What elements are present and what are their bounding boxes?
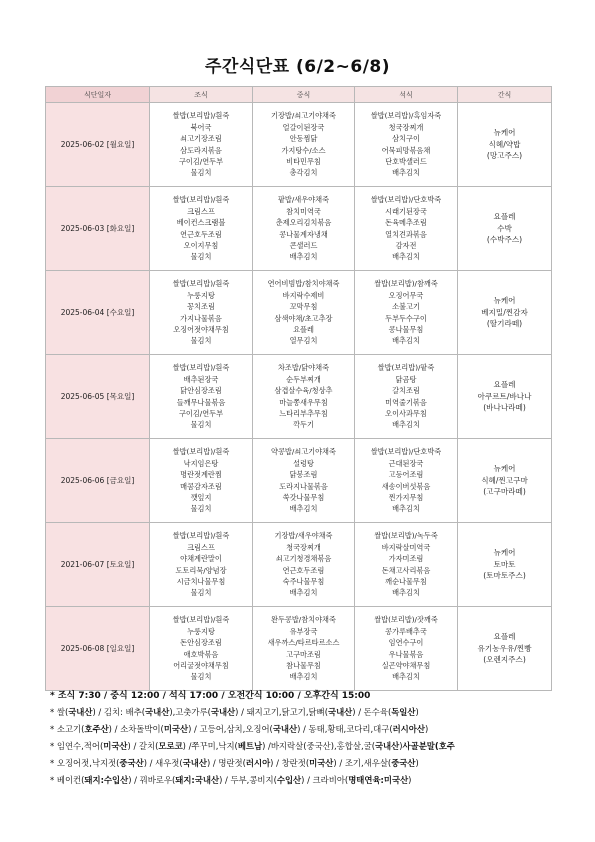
snack-cell	[458, 187, 552, 271]
menu-item: 유부장국	[289, 626, 318, 636]
date-cell: 2025-06-06 [금요일]	[46, 439, 150, 523]
menu-item: 콩나물계자냉채	[279, 229, 328, 239]
menu-item: 누룽지탕	[187, 626, 215, 636]
snack-cell	[458, 103, 552, 187]
header-snack: 간식	[458, 87, 552, 103]
origin-country: 국내산	[210, 707, 236, 717]
menu-item: 비타민무침	[286, 156, 321, 166]
date-cell: 2021-06-07 [토요일]	[46, 523, 150, 607]
menu-item: 참나물무침	[286, 660, 321, 670]
origin-text: ) / 두부,콩비지(	[219, 775, 277, 785]
menu-item: 깻잎지	[190, 492, 212, 502]
origin-country: 수입산	[276, 775, 302, 785]
menu-item: 뉴케어	[493, 548, 516, 558]
lunch-cell	[253, 523, 355, 607]
breakfast-cell	[150, 271, 253, 355]
origin-text: ) / 김치: 배추(	[92, 707, 146, 717]
breakfast-cell	[150, 607, 253, 691]
menu-item: 들깨무나물볶음	[176, 397, 226, 407]
origin-country: 돼지:수입산	[84, 775, 129, 785]
meal-schedule: * 조식 7:30 / 중식 12:00 / 석식 17:00 / 오전간식 10:00 / 오후간식 15:00	[50, 691, 371, 701]
origin-country: 미국산	[103, 741, 128, 751]
origin-country: 국내산	[182, 758, 207, 768]
lunch-cell	[253, 187, 355, 271]
menu-item: 오이지무침	[183, 240, 219, 250]
menu-item: 유기농우유/찐빵	[477, 643, 532, 653]
breakfast-cell	[150, 439, 253, 523]
menu-item: (망고주스)	[486, 151, 523, 161]
table-body	[46, 103, 552, 691]
menu-item: 쌀밥(보리밥)/흰죽	[172, 531, 230, 541]
menu-item: 새송이버섯볶음	[381, 481, 431, 491]
menu-item: 식혜/찐고구마	[481, 475, 528, 485]
breakfast-cell	[150, 355, 253, 439]
origin-line	[50, 755, 550, 772]
menu-item: 감자전	[395, 240, 417, 250]
menu-item: 쌀밥(보리밥)/흰죽	[172, 279, 230, 289]
origin-text: ) / 갈치(	[127, 741, 159, 751]
menu-item: 기장밥/새우야채죽	[274, 531, 333, 541]
origin-line	[50, 738, 550, 755]
menu-item: 쌀밥(보리밥)/흑임자죽	[370, 111, 442, 121]
menu-item: 물김치	[190, 252, 212, 262]
origin-text: ) /쭈꾸미,낙지(	[182, 741, 238, 751]
lunch-cell	[253, 439, 355, 523]
breakfast-cell	[150, 103, 253, 187]
origin-country: 미국산	[309, 758, 334, 768]
lunch-cell	[253, 355, 355, 439]
menu-item: 뉴케어	[493, 128, 516, 138]
menu-item: 새우까스/타르타르소스	[267, 638, 340, 648]
menu-item: 마늘쫑새우무침	[279, 397, 328, 407]
menu-item: 쌀밥(보리밥)/흰죽	[172, 195, 230, 205]
menu-item: 고등어조림	[388, 470, 424, 480]
origin-text: ),고춧가루(	[169, 707, 211, 717]
menu-item: 쌀밥(보리밥)/참깨죽	[374, 279, 438, 289]
date-cell: 2025-06-02 [월요일]	[46, 103, 150, 187]
menu-item: 쑥갓나물무침	[282, 492, 325, 502]
menu-item: 바지락살미역국	[381, 542, 431, 552]
snack-cell	[458, 271, 552, 355]
origin-line	[50, 704, 550, 721]
menu-item: 콩가루배추국	[385, 626, 427, 636]
menu-item: 쌀밥(보리밥)/잣깨죽	[374, 615, 438, 625]
menu-item: 청국장찌개	[388, 122, 424, 132]
origin-country: 국내산	[374, 741, 400, 751]
menu-item: 기장밥/쇠고기야채죽	[271, 111, 336, 121]
origin-text: * 소고기(	[50, 724, 85, 734]
menu-item: 닭곰탕	[395, 374, 417, 384]
origin-country: 국내산	[68, 707, 93, 717]
menu-item: 물김치	[190, 420, 212, 430]
weekly-menu-table	[45, 86, 552, 691]
date-cell: 2025-06-05 [목요일]	[46, 355, 150, 439]
menu-item: (딸기라떼)	[486, 319, 523, 329]
date-cell: 2025-06-08 [일요일]	[46, 607, 150, 691]
origin-country: 명태연육:미국산	[348, 775, 409, 785]
menu-item: 바지락수제비	[282, 290, 325, 300]
header-dinner: 석식	[355, 87, 458, 103]
dinner-cell	[355, 103, 458, 187]
origin-text: * 베이컨(	[50, 775, 85, 785]
menu-item: 오징어젓야채무침	[173, 324, 229, 334]
menu-item: 돈안심장조림	[180, 638, 222, 648]
menu-item: 물김치	[190, 168, 212, 178]
menu-item: 춘제오리김치볶음	[275, 218, 332, 228]
lunch-cell	[253, 271, 355, 355]
header-date: 식단일자	[46, 87, 150, 103]
menu-item: 근대된장국	[388, 458, 424, 468]
menu-item: 구이김/연두부	[178, 408, 224, 418]
header-lunch: 중식	[253, 87, 355, 103]
menu-item: 쌀밥(보리밥)/팥죽	[377, 363, 435, 373]
menu-item: 갈치조림	[392, 386, 420, 396]
breakfast-cell	[150, 523, 253, 607]
menu-item: 야채계란말이	[180, 554, 222, 564]
menu-item: 배추김치	[392, 672, 420, 682]
menu-item: 요플레	[493, 380, 516, 390]
origin-list	[50, 704, 550, 789]
menu-item: 돈채고사리볶음	[381, 565, 431, 575]
table-row	[46, 607, 552, 691]
menu-item: 식혜/약밥	[488, 139, 521, 149]
menu-item: 삼겹살수육/청상추	[274, 386, 333, 396]
menu-item: 배추김치	[289, 252, 318, 262]
snack-cell	[458, 439, 552, 523]
menu-item: 쌀밥(보리밥)/흰죽	[172, 111, 230, 121]
menu-item: 완두콩밥/참치야채죽	[271, 615, 336, 625]
menu-item: 배추김치	[289, 672, 318, 682]
dinner-cell	[355, 271, 458, 355]
origin-line	[50, 721, 550, 738]
dinner-cell	[355, 607, 458, 691]
menu-item: 쌀밥(보리밥)/단호박죽	[370, 195, 442, 205]
table-header-row	[46, 87, 552, 103]
menu-item: 수박	[497, 223, 512, 233]
menu-item: (오렌지주스)	[483, 655, 526, 665]
menu-item: 고구마조림	[286, 649, 321, 659]
menu-item: 어리굴젓야채무침	[173, 660, 229, 670]
menu-item: 베이컨스크램블	[176, 218, 226, 228]
origin-country: 러시아산	[392, 724, 425, 734]
origin-country: 사골분말(호주	[402, 741, 455, 751]
dinner-cell	[355, 187, 458, 271]
menu-item: 배추김치	[392, 420, 420, 430]
origin-text: ) / 고등어,삼치,오징어(	[188, 724, 273, 734]
menu-item: 안동찜닭	[289, 134, 318, 144]
origin-country: 국내산	[145, 707, 170, 717]
menu-item: 도라지나물볶음	[279, 481, 328, 491]
dinner-cell	[355, 439, 458, 523]
menu-item: (고구마라떼)	[483, 487, 526, 497]
menu-item: (토마토주스)	[483, 571, 526, 581]
menu-item: 미역줄기볶음	[385, 397, 427, 407]
menu-item: (수박주스)	[486, 235, 523, 245]
menu-item: 시금치나물무침	[176, 576, 226, 586]
table-row	[46, 271, 552, 355]
origin-text: ) / 창란젓(	[270, 758, 310, 768]
origin-country: 돼지:국내산	[175, 775, 220, 785]
menu-item: 닭안심장조림	[180, 386, 222, 396]
menu-item: 돈육메추조림	[385, 218, 427, 228]
menu-item: 오징어무국	[388, 290, 424, 300]
menu-item: 누룽지탕	[187, 290, 215, 300]
menu-item: 열무김치	[289, 336, 318, 346]
menu-item: 깨순나물무침	[385, 576, 427, 586]
origin-country: 중국산	[391, 758, 416, 768]
menu-item: 쇠고기청경채볶음	[275, 554, 332, 564]
table-row	[46, 103, 552, 187]
menu-item: 얼갈이된장국	[282, 122, 325, 132]
breakfast-cell	[150, 187, 253, 271]
menu-item: 두부두수구이	[385, 313, 427, 323]
origin-country: 모로코	[158, 741, 183, 751]
menu-item: 쌀밥(보리밥)/단호박죽	[370, 447, 442, 457]
table-row	[46, 355, 552, 439]
menu-item: 약콩밥/쇠고기야채죽	[271, 447, 336, 457]
snack-cell	[458, 355, 552, 439]
menu-item: 실곤약야채무침	[381, 660, 431, 670]
menu-item: 쇠고기장조림	[180, 134, 222, 144]
menu-item: 뉴케어	[493, 296, 516, 306]
snack-cell	[458, 523, 552, 607]
menu-item: 꼬막무침	[289, 302, 318, 312]
snack-cell	[458, 607, 552, 691]
lunch-cell	[253, 103, 355, 187]
origin-text: ) / 돈수육(	[352, 707, 392, 717]
menu-item: 요플레	[493, 632, 516, 642]
menu-item: 구이김/연두부	[178, 156, 224, 166]
menu-item: 쌀밥(보리밥)/흰죽	[172, 363, 230, 373]
menu-item: 오이사과무침	[385, 408, 427, 418]
origin-line	[50, 772, 550, 789]
menu-item: 가지탕수/소스	[281, 145, 326, 155]
menu-item: 임연수구이	[388, 638, 424, 648]
origin-text: ) /바지락살(중국산),홍합살,굴(	[262, 741, 375, 751]
menu-item: 단호박샐러드	[385, 156, 427, 166]
menu-item: 차조밥/닭야채죽	[277, 363, 330, 373]
menu-item: 크림스프	[187, 206, 215, 216]
menu-item: 도토리묵/양념장	[175, 565, 227, 575]
dinner-cell	[355, 355, 458, 439]
menu-item: 북어국	[190, 122, 212, 132]
origin-text: ) / 동태,황태,코다리,대구(	[297, 724, 393, 734]
menu-item: (바나나라떼)	[483, 403, 526, 413]
menu-item: 우나물볶음	[388, 649, 424, 659]
menu-item: 배추된장국	[183, 374, 219, 384]
menu-item: 쌀밥(보리밥)/흰죽	[172, 615, 230, 625]
menu-item: 낙지임은탕	[183, 458, 219, 468]
origin-text: )	[399, 741, 403, 751]
menu-item: 배추김치	[289, 504, 318, 514]
menu-item: 연근호두조림	[180, 229, 222, 239]
origin-text: * 임연수,적어(	[50, 741, 104, 751]
origin-country: 러시아	[245, 758, 271, 768]
origin-text: ) / 명란젓(	[206, 758, 246, 768]
page-title: 주간식단표 (6/2~6/8)	[204, 57, 391, 77]
table-row	[46, 523, 552, 607]
menu-item: 콘샐러드	[289, 240, 318, 250]
menu-item: 크림스프	[187, 542, 215, 552]
menu-item: 연어비빔밥/참치야채죽	[267, 279, 340, 289]
notes-section	[50, 688, 550, 789]
menu-item: 배추김치	[392, 336, 420, 346]
menu-item: 뉴케어	[493, 464, 516, 474]
menu-item: 총각김치	[289, 168, 318, 178]
menu-item: 매콤감자조림	[180, 481, 222, 491]
menu-item: 베지밀/찐감자	[481, 307, 528, 317]
menu-item: 가자미조림	[388, 554, 424, 564]
origin-text: ) / 소차돌박이(	[108, 724, 164, 734]
menu-item: 가지나물볶음	[180, 313, 222, 323]
menu-item: 콩나물무침	[388, 324, 424, 334]
menu-item: 참치미역국	[286, 206, 321, 216]
origin-text: ) / 돼지고기,닭고기,닭뼈(	[235, 707, 328, 717]
origin-text: * 쌀(	[50, 707, 69, 717]
menu-item: 숙주나물무침	[282, 576, 325, 586]
menu-item: 어묵피망볶음채	[381, 145, 431, 155]
menu-item: 물김치	[190, 672, 212, 682]
menu-item: 닭봉조림	[289, 470, 318, 480]
menu-item: 소불고기	[392, 302, 420, 312]
origin-text: ) / 조기,새우살(	[333, 758, 392, 768]
origin-country: 국내산	[272, 724, 298, 734]
table-row	[46, 439, 552, 523]
menu-item: 설렁탕	[293, 458, 314, 468]
origin-text: ) / 새우젓(	[143, 758, 183, 768]
origin-country: 독일산	[391, 707, 416, 717]
dinner-cell	[355, 523, 458, 607]
menu-item: 토마토	[493, 559, 516, 569]
menu-item: 명란젓계란찜	[180, 470, 222, 480]
menu-item: 쌀밥(보리밥)/녹두죽	[374, 531, 438, 541]
menu-item: 순두부찌개	[286, 374, 321, 384]
origin-country: 호주산	[84, 724, 109, 734]
origin-text: ) / 꿔바로우(	[128, 775, 176, 785]
menu-item: 삼치구이	[392, 134, 420, 144]
menu-item: 물김치	[190, 336, 212, 346]
header-breakfast: 조식	[150, 87, 253, 103]
menu-item: 삼도라지볶음	[180, 145, 222, 155]
date-cell: 2025-06-04 [수요일]	[46, 271, 150, 355]
origin-text: )	[415, 707, 419, 717]
menu-item: 삼색야채/초고추장	[274, 313, 333, 323]
menu-item: 깍두기	[293, 420, 314, 430]
menu-item: 물김치	[190, 504, 212, 514]
date-cell: 2025-06-03 [화요일]	[46, 187, 150, 271]
menu-item: 쌀밥(보리밥)/흰죽	[172, 447, 230, 457]
table-row	[46, 187, 552, 271]
origin-text: )	[408, 775, 412, 785]
menu-item: 연근호두조림	[282, 565, 325, 575]
origin-text: )	[424, 724, 429, 734]
menu-item: 배추김치	[392, 252, 420, 262]
menu-item: 열치견과볶음	[385, 229, 427, 239]
menu-item: 꽁치조림	[187, 302, 215, 312]
menu-item: 배추김치	[392, 588, 420, 598]
menu-item: 애호박볶음	[183, 649, 219, 659]
origin-country: 국내산	[327, 707, 353, 717]
menu-item: 청국장찌개	[286, 542, 321, 552]
origin-country: 미국산	[163, 724, 189, 734]
origin-text: )	[415, 758, 419, 768]
origin-country: 중국산	[119, 758, 144, 768]
menu-item: 배추김치	[392, 504, 420, 514]
menu-item: 찐가지무침	[388, 492, 424, 502]
origin-text: ) / 크라비아(	[301, 775, 349, 785]
menu-item: 시래기된장국	[385, 206, 427, 216]
lunch-cell	[253, 607, 355, 691]
menu-item: 아쿠르트/바나나	[477, 391, 532, 401]
origin-text: * 오징어젓,낙지젓(	[50, 758, 120, 768]
menu-item: 요플레	[293, 324, 314, 334]
menu-item: 배추김치	[392, 168, 420, 178]
menu-item: 배추김치	[289, 588, 318, 598]
menu-item: 물김치	[190, 588, 212, 598]
menu-item: 팥밥/새우야채죽	[277, 195, 330, 205]
menu-item: 느타리부추무침	[279, 408, 328, 418]
menu-item: 요플레	[493, 212, 516, 222]
origin-country: 베트남	[237, 741, 263, 751]
